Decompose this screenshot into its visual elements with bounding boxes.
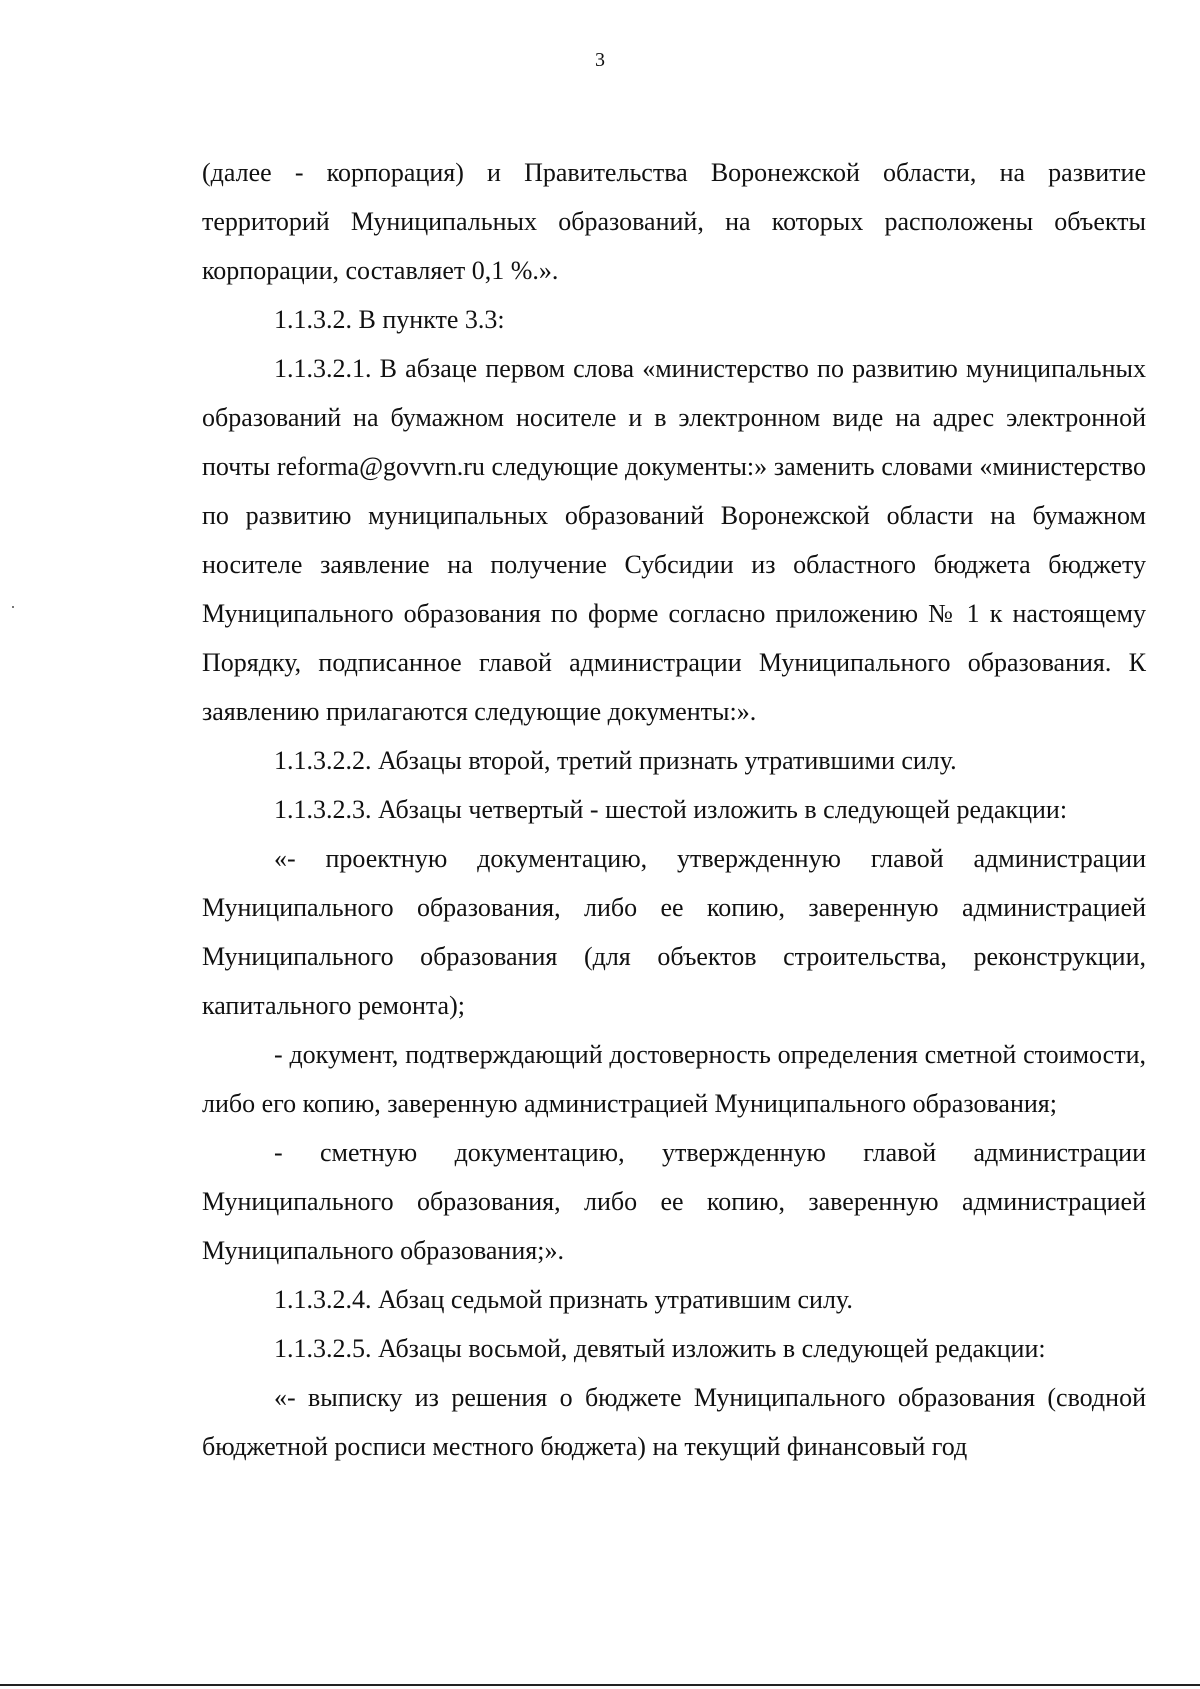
- paragraph-1-1-3-2-2: 1.1.3.2.2. Абзацы второй, третий признать утратившими силу.: [274, 746, 957, 775]
- paragraph-1-1-3-2-1: 1.1.3.2.1. В абзаце первом слова «министерство по развитию муниципальных образований на бумажном носителе и в электронном виде на адрес электронной почты reforma@govvrn.ru следующие документы:» заменить словами «министерство по развитию муниципальных образований Воронежской области на бумажном носителе заявление на получение Субсидии из областного бюджета бюджету Муниципального образования по форме согласно приложению № 1 к настоящему Порядку, подписанное главой администрации Муниципального образования. К заявлению прилагаются следующие документы:».: [202, 354, 1146, 726]
- scan-edge-mark: [12, 606, 14, 608]
- paragraph-1-1-3-2-4: 1.1.3.2.4. Абзац седьмой признать утратившим силу.: [274, 1285, 853, 1314]
- paragraph-budget-extract: «- выписку из решения о бюджете Муниципального образования (сводной бюджетной росписи местного бюджета) на текущий финансовый год: [202, 1383, 1146, 1461]
- bottom-rule: [0, 1684, 1200, 1686]
- paragraph-project-documentation: «- проектную документацию, утвержденную главой администрации Муниципального образования, либо ее копию, заверенную администрацией Муниципального образования (для объектов строительства, реконструкции, капитального ремонта);: [202, 844, 1146, 1020]
- document-body: [202, 148, 1146, 1471]
- paragraph-estimate-documentation: - сметную документацию, утвержденную главой администрации Муниципального образования, либо ее копию, заверенную администрацией Муниципального образования;».: [202, 1138, 1146, 1265]
- page-number: 3: [595, 49, 605, 71]
- paragraph-1-1-3-2-5: 1.1.3.2.5. Абзацы восьмой, девятый изложить в следующей редакции:: [274, 1334, 1046, 1363]
- paragraph-continuation: (далее - корпорация) и Правительства Воронежской области, на развитие территорий Муниципальных образований, на которых расположены объекты корпорации, составляет 0,1 %.».: [202, 158, 1146, 285]
- paragraph-1-1-3-2: 1.1.3.2. В пункте 3.3:: [274, 305, 505, 334]
- paragraph-cost-document: - документ, подтверждающий достоверность определения сметной стоимости, либо его копию, заверенную администрацией Муниципального образования;: [202, 1040, 1146, 1118]
- paragraph-1-1-3-2-3: 1.1.3.2.3. Абзацы четвертый - шестой изложить в следующей редакции:: [274, 795, 1068, 824]
